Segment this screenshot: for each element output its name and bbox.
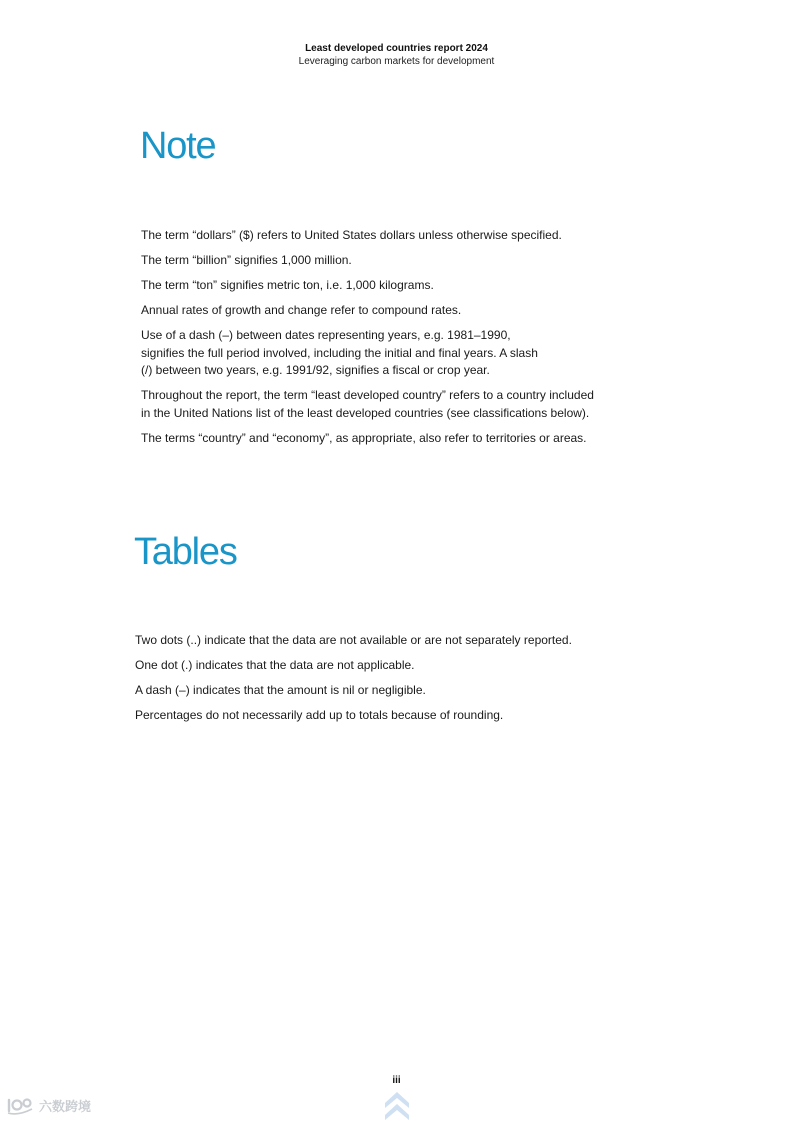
watermark-text: 六数跨境: [39, 1099, 92, 1114]
double-chevron-up-icon[interactable]: [384, 1090, 410, 1121]
note-paragraph: The term “ton” signifies metric ton, i.e. 1,000 kilograms.: [141, 278, 434, 292]
tables-section-body: [135, 632, 655, 732]
page-number: iii: [392, 1075, 401, 1086]
tables-paragraph: One dot (.) indicates that the data are not applicable.: [135, 658, 415, 672]
watermark: [6, 1096, 91, 1115]
note-section-body: [141, 227, 641, 455]
running-header: [0, 42, 793, 68]
tables-paragraph: A dash (–) indicates that the amount is nil or negligible.: [135, 683, 426, 697]
report-title: Least developed countries report 2024: [305, 43, 488, 54]
note-paragraph: The terms “country” and “economy”, as appropriate, also refer to territories or areas.: [141, 430, 587, 445]
watermark-logo-icon: [6, 1097, 36, 1115]
note-paragraph: Annual rates of growth and change refer to compound rates.: [141, 303, 462, 317]
tables-paragraph: Percentages do not necessarily add up to totals because of rounding.: [135, 708, 504, 722]
report-subtitle: Leveraging carbon markets for development: [298, 56, 495, 67]
tables-paragraph: Two dots (..) indicate that the data are not available or are not separately reported.: [135, 633, 572, 647]
note-heading: Note: [140, 125, 216, 167]
note-paragraph: Use of a dash (–) between dates representing years, e.g. 1981–1990, signifies the full period involved, including the initial and final years. A slash (/) between two years, e.g. 1991/92, signifies a fiscal or crop year.: [141, 328, 538, 377]
note-paragraph: The term “billion” signifies 1,000 million.: [141, 253, 352, 267]
note-paragraph: Throughout the report, the term “least developed country” refers to a country included in the United Nations list of the least developed countries (see classifications below).: [141, 388, 594, 420]
note-paragraph: The term “dollars” ($) refers to United States dollars unless otherwise specified.: [141, 228, 562, 242]
tables-heading: Tables: [134, 531, 237, 573]
